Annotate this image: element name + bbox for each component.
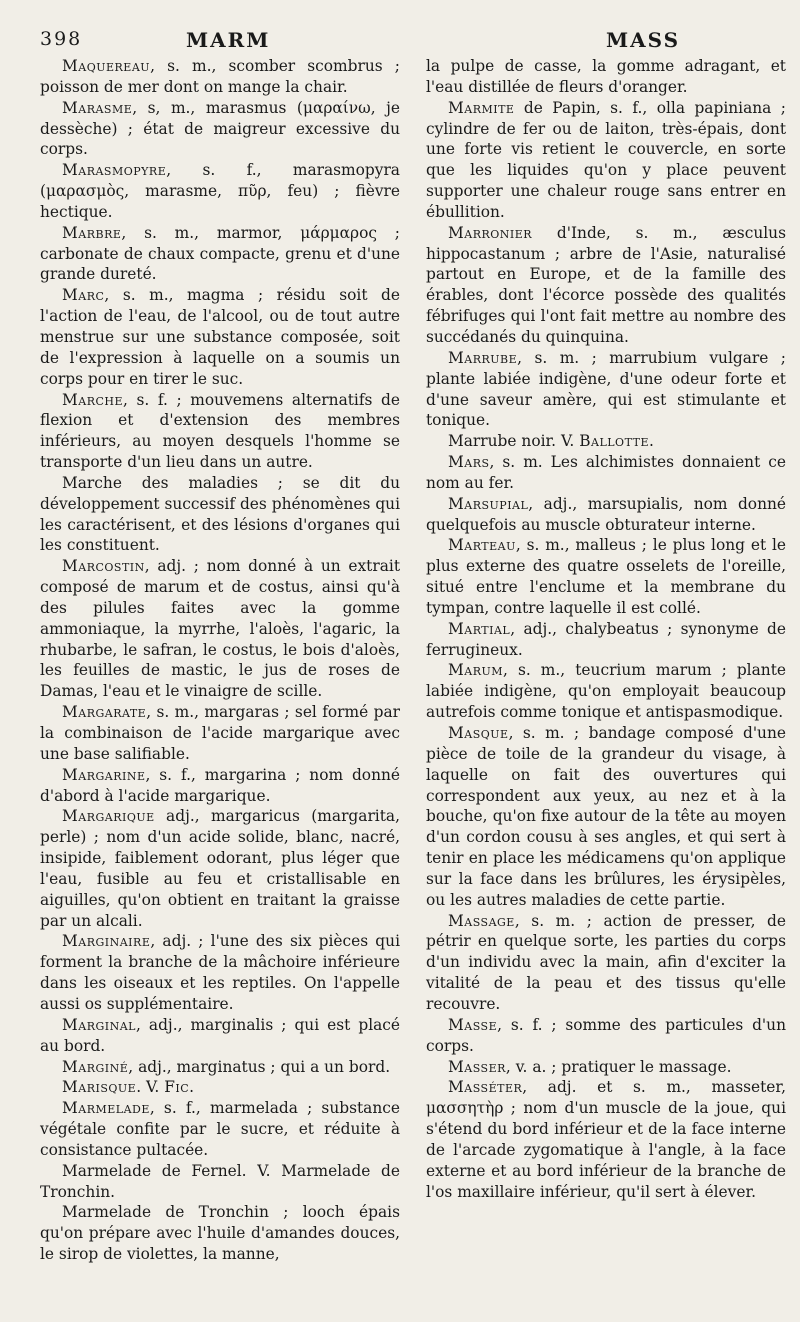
entry-italic-text: πῦρ <box>238 182 267 201</box>
entry-headword: Marche <box>62 390 124 409</box>
entry-italic-text: marginatus ; <box>176 1057 276 1076</box>
entry-italic-text: Marmelade de Tronchin ; <box>62 1203 289 1222</box>
entry-text: . <box>648 432 654 451</box>
entry-headword: Marcostin <box>62 557 145 576</box>
entry-headword: Marrube <box>448 348 518 367</box>
dictionary-entry <box>426 1057 786 1078</box>
entry-text: , adj. ; nom donné à un extrait composé de marum et de costus, ainsi qu'à des pilules faites avec la gomme ammoniaque, la myrrhe, l'aloès, l'agaric, la rhubarbe, le safran, le costus, le bois d'aloès, les feuilles de mastic, le jus de roses de Damas, l'eau et le vinaigre de scille. <box>40 557 400 701</box>
entry-text: ( <box>286 98 303 117</box>
entry-headword: Ballotte <box>579 432 649 451</box>
entry-text: se dit du développement successif des phénomènes qui les caractérisent, et des lésions d'organes qui les constituent. <box>40 473 400 555</box>
entry-text: , s. m., <box>150 57 229 75</box>
entry-headword: Masque <box>448 724 509 742</box>
dictionary-entry <box>40 765 400 807</box>
entry-text: le plus long et le plus externe des quatre osselets de l'oreille, situé entre l'enclume et la membrane du tympan, contre laquelle il est collé. <box>426 536 786 617</box>
entry-italic-text: marasmopyra <box>292 161 400 180</box>
dictionary-entry <box>426 452 786 494</box>
dictionary-entry <box>426 535 786 618</box>
entry-text: arbre de l'Asie, naturalisé partout en Europe, et de la famille des érables, dont l'écorce possède des qualités fébrifuges qui l'ont fait mettre au nombre des succédanés du quinquina. <box>426 244 786 346</box>
dictionary-entry <box>40 806 400 931</box>
dictionary-entry <box>40 285 400 389</box>
entry-headword: Fic <box>164 1078 190 1097</box>
entry-headword: Martial <box>448 619 511 638</box>
dictionary-entry <box>40 1015 400 1057</box>
entry-italic-text: marmelada ; <box>209 1099 313 1118</box>
dictionary-entry <box>40 473 400 556</box>
dictionary-entry <box>40 931 400 1014</box>
entry-headword: Masser <box>448 1057 506 1076</box>
entry-headword: Margarine <box>62 765 146 784</box>
dictionary-entry <box>426 56 786 98</box>
entry-text: synonyme de <box>672 619 787 638</box>
dictionary-entry <box>40 98 400 161</box>
entry-text: . <box>189 1078 195 1097</box>
entry-text <box>514 99 523 117</box>
dictionary-entry <box>40 1161 400 1203</box>
entry-italic-text: Marrube noir. V. <box>448 432 575 451</box>
entry-text: , s. m., <box>605 223 723 242</box>
entry-italic-text: marginalis ; <box>190 1015 287 1034</box>
dictionary-entry <box>40 702 400 765</box>
entry-text: , s. f., <box>145 765 205 784</box>
entry-text: plante labiée indigène, qu'on employait beaucoup autrefois comme tonique et antispasmodique. <box>426 661 786 722</box>
dictionary-entry <box>40 1077 400 1098</box>
entry-text: , s. m. ; <box>517 348 610 367</box>
entry-italic-text: μάρμαρος <box>300 223 377 242</box>
entry-italic-text: marmor <box>216 223 278 242</box>
entry-text: ( <box>40 182 47 201</box>
dictionary-entry <box>426 431 786 452</box>
entry-text: , s. f., <box>595 98 657 117</box>
entry-text: substance végétale confite par le sucre, et réduite à consistance pultacée. <box>40 1099 400 1159</box>
dictionary-entry <box>426 619 786 661</box>
dictionary-entry <box>426 348 786 431</box>
entry-text: , feu) ; fièvre hectique. <box>40 182 400 221</box>
dictionary-entry <box>40 56 400 98</box>
page-number: 398 <box>40 28 83 50</box>
entry-text: , s. m. ; bandage composé d'une pièce de toile de la grandeur du visage, à laquelle on fait des ouvertures qui correspondent aux yeux, au nez et à la bouche, qu'on fixe autour de la tête au moyen d'un cordon cousu à ses angles, et qui sert à tenir en place les médicamens qu'on applique sur la face dans les brûlures, les érysipèles, ou les autres maladies de cette partie. <box>426 724 786 909</box>
entry-headword: Marmite <box>448 98 515 117</box>
running-head-right: MASS <box>606 28 681 52</box>
entry-headword: Marum <box>448 661 504 680</box>
entry-text: , <box>781 1078 786 1097</box>
entry-italic-text: margarina ; <box>204 765 301 784</box>
entry-headword: Margarique <box>62 807 155 826</box>
page-header <box>40 22 786 52</box>
dictionary-entry <box>40 160 400 223</box>
entry-italic-text: V. <box>145 1078 160 1097</box>
entry-text: ( <box>299 807 318 826</box>
entry-text: , s. m. Les alchimistes donnaient ce nom au fer. <box>426 453 786 492</box>
entry-text: , perle) ; nom d'un acide solide, blanc, nacré, insipide, faiblement odorant, plus léger que l'eau, fusible au feu et cristallisable en aiguilles, qu'on obtient en traitant la graisse par un alcali. <box>40 807 400 930</box>
entry-headword: Maquereau <box>62 57 151 75</box>
entry-italic-text: Marmelade de Fernel. V. Marmelade de Tronchin. <box>40 1161 400 1201</box>
entry-text: , marasme, <box>124 182 239 201</box>
dictionary-entry <box>426 723 786 911</box>
entry-headword: Marmelade <box>62 1099 150 1118</box>
entry-headword: Marasmopyre <box>62 161 167 180</box>
entry-text: , <box>277 223 301 242</box>
entry-italic-text: masseter <box>711 1078 782 1097</box>
entry-italic-text: marasmus <box>205 98 287 117</box>
entry-italic-text: magma ; <box>187 286 264 305</box>
entry-text: ; carbonate de chaux compacte, grenu et d'une grande dureté. <box>40 223 400 284</box>
running-head-left: MARM <box>186 28 271 52</box>
dictionary-entry <box>40 1057 400 1078</box>
entry-text: résidu soit de l'action de l'eau, de l'alcool, ou de tout autre menstrue sur une substance composée, soit de l'expression à laquelle on a soumis un corps pour en tirer le suc. <box>40 286 400 388</box>
entry-italic-text: d'Inde <box>556 223 606 242</box>
entry-italic-text: os supplémentaire. <box>84 994 234 1013</box>
entry-text: , adj., <box>128 1057 177 1076</box>
dictionary-entry <box>40 223 400 286</box>
entry-text: cylindre de fer ou de laiton, très-épais, dont une forte vis retient le couvercle, en sorte que les liquides qu'on y place peuvent supporter une chaleur rouge sans entrer en ébullition. <box>426 119 786 221</box>
entry-headword: Massage <box>448 911 515 930</box>
entry-headword: Marginaire <box>62 932 151 951</box>
dictionary-entry <box>426 911 786 1015</box>
entry-italic-text: μαραίνω <box>302 98 371 117</box>
entry-italic-text: margarita <box>317 807 396 826</box>
entry-text: , adj., <box>510 619 566 638</box>
entry-headword: Margarate <box>62 703 147 722</box>
entry-headword: Marginé <box>62 1057 129 1076</box>
entry-italic-text: scomber scombrus ; <box>228 57 400 75</box>
entry-text: , s. m., <box>515 536 576 555</box>
entry-text: , v. a. ; pratiquer le massage. <box>505 1057 732 1076</box>
dictionary-entry <box>40 390 400 473</box>
entry-text: , adj., <box>528 494 588 513</box>
dictionary-entry <box>426 223 786 348</box>
entry-headword: Marisque <box>62 1078 137 1097</box>
entry-headword: Marronier <box>448 223 533 242</box>
entry-text: , s, m., <box>132 98 206 117</box>
entry-text: , s. m., <box>121 223 217 242</box>
entry-italic-text: de Papin <box>523 98 596 117</box>
entry-headword: Marasme <box>62 98 133 117</box>
entry-text: , je dessèche) ; état de maigreur excessive du corps. <box>40 98 400 159</box>
entry-italic-text: ferrugineux. <box>426 640 523 659</box>
entry-text: , s. f. ; somme des particules d'un corps. <box>426 1015 786 1055</box>
left-column <box>40 56 400 1265</box>
entry-text: plante labiée indigène, d'une odeur forte et d'une saveur amère, qui est stimulante et tonique. <box>426 369 786 430</box>
entry-text: poisson de mer dont on mange la chair. <box>40 77 348 96</box>
dictionary-entry <box>426 98 786 223</box>
entry-italic-text: marrubium vulgare ; <box>609 348 786 367</box>
entry-italic-text: margaricus <box>211 807 300 826</box>
entry-text: . <box>136 1078 146 1097</box>
entry-text: , s. f. ; mouvemens alternatifs de flexion et d'extension des membres inférieurs, au moyen desquels l'homme se transporte d'un lieu dans un autre. <box>40 390 400 472</box>
entry-italic-text: μασσητὴρ <box>426 1099 504 1118</box>
entry-headword: Marteau <box>448 536 516 555</box>
entry-headword: Marsupial <box>448 494 529 513</box>
entry-text: , adj. ; l'une des six pièces qui forment la branche de la mâchoire inférieure dans les oiseaux et les reptiles. On l'appelle aussi <box>40 932 400 1013</box>
entry-headword: Marc <box>62 286 105 305</box>
dictionary-entry <box>426 1015 786 1057</box>
entry-headword: Masséter <box>448 1078 523 1097</box>
entry-headword: Masse <box>448 1015 498 1034</box>
right-column <box>426 56 786 1265</box>
entry-italic-text: margaras ; <box>204 703 290 722</box>
entry-text: nom donné d'abord à l'acide margarique. <box>40 765 401 805</box>
dictionary-entry <box>426 660 786 723</box>
entry-text <box>532 224 557 242</box>
entry-text: , s. m., <box>104 286 188 305</box>
entry-italic-text: marsupialis <box>587 494 679 513</box>
entry-text: la pulpe de casse, la gomme adragant, et l'eau distillée de fleurs d'oranger. <box>426 57 786 96</box>
entry-text: , s. m., <box>146 703 205 722</box>
entry-headword: Mars <box>448 453 490 472</box>
entry-text: sel formé par la combinaison de l'acide margarique avec une base salifiable. <box>40 703 400 763</box>
text-columns <box>40 56 786 1265</box>
entry-text: , nom donné quelquefois au muscle obturateur interne. <box>426 494 787 534</box>
entry-text: , adj., <box>136 1015 191 1034</box>
entry-text: , s. f., <box>149 1099 210 1118</box>
entry-text: , s. m. ; action de presser, de pétrir en quelque sorte, les parties du corps d'un individu avec la main, afin d'exciter la vitalité de la peau et des tissus qu'elle recouvre. <box>426 911 786 1013</box>
entry-text: , s. m., <box>503 661 576 680</box>
dictionary-entry <box>40 1098 400 1161</box>
dictionary-entry <box>40 1202 400 1265</box>
entry-text: adj., <box>154 807 212 826</box>
dictionary-entry <box>40 556 400 702</box>
entry-text: , adj. et s. m., <box>522 1078 712 1097</box>
entry-italic-text: æsculus hippocastanum ; <box>426 223 786 263</box>
entry-text: looch épais qu'on prépare avec l'huile d'amandes douces, le sirop de violettes, la manne, <box>40 1203 400 1264</box>
entry-italic-text: Marche des maladies ; <box>62 473 283 492</box>
entry-text: , s. f., <box>166 161 293 180</box>
entry-text: qui est placé au bord. <box>40 1015 401 1055</box>
entry-italic-text: chalybeatus ; <box>565 619 673 638</box>
entry-italic-text: μαρασμὸς <box>46 182 125 201</box>
entry-headword: Marginal <box>62 1015 136 1034</box>
entry-italic-text: malleus ; <box>575 536 647 555</box>
entry-text: qui a un bord. <box>275 1057 391 1076</box>
entry-italic-text: teucrium marum ; <box>575 661 727 680</box>
dictionary-entry <box>426 1077 786 1202</box>
entry-italic-text: olla papiniana ; <box>656 98 786 117</box>
entry-headword: Marbre <box>62 223 122 242</box>
dictionary-entry <box>426 494 786 536</box>
entry-text: ; nom d'un muscle de la joue, qui s'étend du bord inférieur et de la face interne de l'arcade zygomatique à l'angle, à la face externe et au bord inférieur de la branche de l'os maxillaire inférieur, qu'il sert à élever. <box>426 1099 786 1201</box>
